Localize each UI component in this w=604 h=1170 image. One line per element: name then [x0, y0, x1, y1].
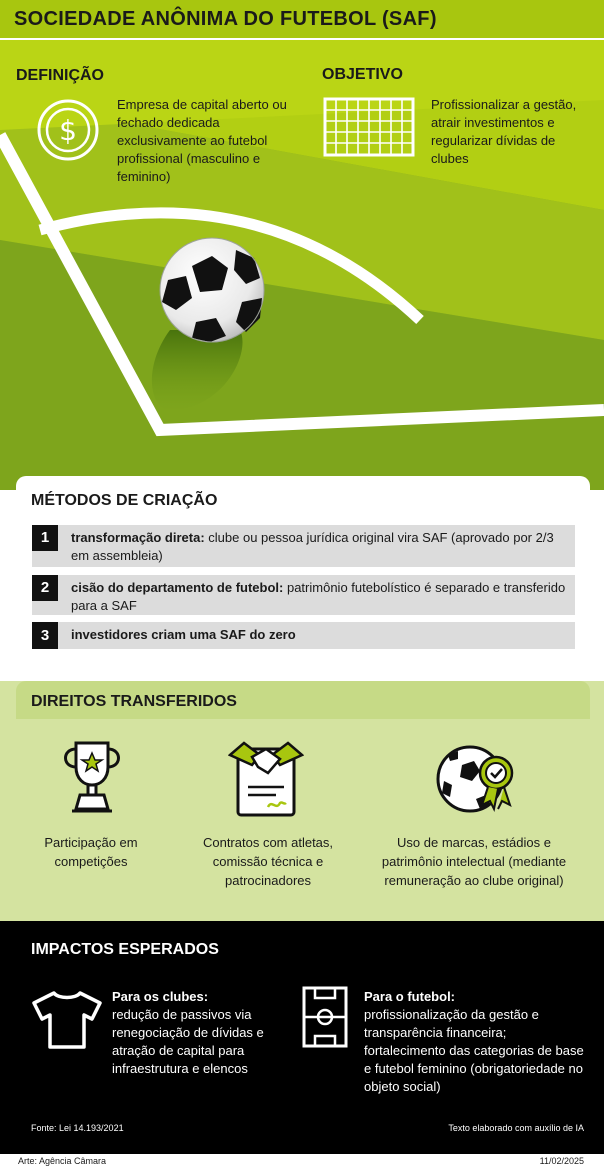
definicao-text: Empresa de capital aberto ou fechado dedicada exclusivamente ao futebol profissional (masculino e feminino) [117, 97, 287, 184]
direitos-header [16, 681, 590, 719]
impactos-title: IMPACTOS ESPERADOS [31, 941, 219, 958]
direitos-panel [0, 681, 604, 921]
metodos-title: MÉTODOS DE CRIAÇÃO [31, 492, 218, 509]
soccer-ball [160, 238, 264, 342]
ai-note: Texto elaborado com auxílio de IA [448, 1123, 584, 1133]
direito-label-3: Uso de marcas, estádios e patrimônio intelectual (mediante remuneração ao clube original) [381, 835, 567, 888]
impacto-futebol-text: profissionalização da gestão e transparência financeira; fortalecimento das categorias de base e futebol feminino (obrigatoriedade no objeto social) [364, 1007, 584, 1094]
direito-label-2: Contratos com atletas, comissão técnica e patrocinadores [202, 835, 334, 888]
direito-label-1: Participação em competições [44, 835, 138, 869]
handshake-contract-icon [228, 735, 304, 819]
direitos-title: DIREITOS TRANSFERIDOS [31, 693, 237, 710]
metodo-text: investidores criam uma SAF do zero [71, 627, 296, 642]
metodo-number: 3 [32, 622, 58, 649]
metodo-number: 2 [32, 575, 58, 601]
objetivo-title: OBJETIVO [322, 66, 403, 83]
metodo-item-3 [32, 622, 575, 649]
metodo-text: cisão do departamento de futebol: patrimônio futebolístico é separado e transferido para a SAF [71, 580, 566, 613]
definicao-title: DEFINIÇÃO [16, 67, 104, 84]
date-text: 11/02/2025 [539, 1156, 584, 1166]
goal-net-icon [322, 96, 416, 160]
page-title: SOCIEDADE ANÔNIMA DO FUTEBOL (SAF) [14, 8, 437, 30]
header-bar [0, 0, 604, 40]
shirt-icon [30, 989, 104, 1051]
metodo-item-2 [32, 575, 575, 615]
impacto-clubes [112, 988, 282, 1078]
impacto-clubes-lead: Para os clubes: [112, 989, 209, 1004]
footer [0, 1154, 604, 1170]
metodo-item-1 [32, 525, 575, 567]
impacto-futebol [364, 988, 586, 1096]
source-note: Fonte: Lei 14.193/2021 [31, 1123, 124, 1133]
impactos-panel [0, 921, 604, 1154]
metodo-text: transformação direta: clube ou pessoa jurídica original vira SAF (aprovado por 2/3 em assembleia) [71, 530, 554, 563]
ball-badge-icon [436, 741, 520, 817]
svg-text:$: $ [59, 114, 77, 147]
trophy-icon [56, 737, 128, 817]
credit-text: Arte: Agência Câmara [18, 1156, 107, 1166]
metodos-panel [16, 476, 590, 672]
field-icon [301, 985, 349, 1049]
dollar-coin-icon [36, 98, 100, 162]
metodo-number: 1 [32, 525, 58, 551]
objetivo-text: Profissionalizar a gestão, atrair investimentos e regularizar dívidas de clubes [431, 97, 577, 166]
impacto-futebol-lead: Para o futebol: [364, 989, 456, 1004]
impacto-clubes-text: redução de passivos via renegociação de dívidas e atração de capital para infraestrutura e elencos [112, 1007, 264, 1076]
